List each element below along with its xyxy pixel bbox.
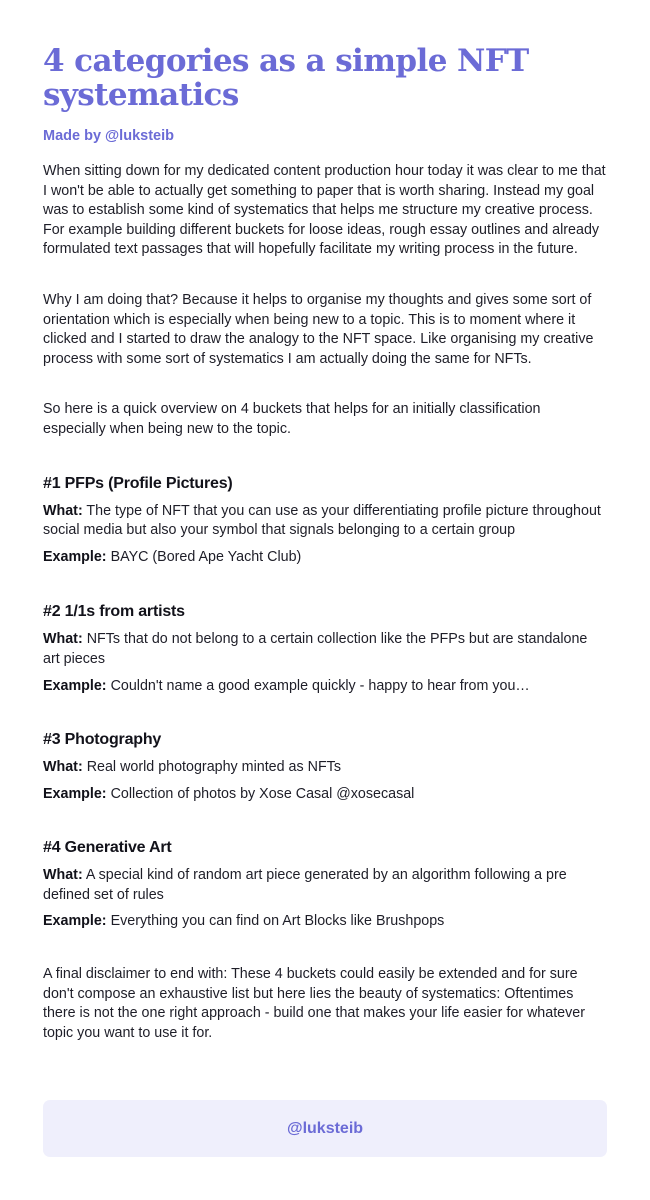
intro-paragraph-2: Why I am doing that? Because it helps to organise my thoughts and gives some sort of orientation which is especially when being new to a topic. This is to moment where it clicked and I started to draw the analogy to the NFT space. Like organising my creative process with some sort of systematics I am actually doing the same for NFTs. [43,291,594,367]
author-byline: Made by @luksteib [43,128,174,144]
category-section-2 [43,601,607,696]
closing-paragraph: A final disclaimer to end with: These 4 buckets could easily be extended and for sure don't compose an exhaustive list but here lies the beauty of systematics: Oftentimes there is not the one right approach - build one that makes your life easier for whatever topic you want to use it for. [43,966,585,1041]
category-example [43,785,607,805]
category-what-text: Real world photography minted as NFTs [86,759,341,776]
category-what-text: NFTs that do not belong to a certain collection like the PFPs but are standalone art pieces [43,631,588,667]
category-section-4 [43,837,607,932]
footer-handle[interactable]: @luksteib [286,1119,364,1137]
category-example-text: Couldn't name a good example quickly - happy to hear from you… [110,677,530,694]
what-label: What: [43,759,83,776]
example-label: Example: [43,913,107,930]
category-example-text: BAYC (Bored Ape Yacht Club) [110,548,302,565]
category-what [43,866,607,905]
what-label: What: [43,867,83,884]
example-label: Example: [43,785,107,802]
category-heading: #4 Generative Art [43,839,172,857]
what-label: What: [43,502,83,519]
category-what-text: The type of NFT that you can use as your differentiating profile picture throughout social media but also your symbol that signals belonging to a certain group [43,502,601,539]
category-heading: #2 1/1s from artists [43,603,185,621]
category-what-text: A special kind of random art piece generated by an algorithm following a pre defined set of rules [43,867,567,903]
category-example [43,548,607,568]
category-what [43,502,607,541]
category-example [43,912,607,932]
intro-paragraph-3: So here is a quick overview on 4 buckets that helps for an initially classification especially when being new to the topic. [43,401,541,437]
article-title: 4 categories as a simple NFT systematics [43,43,529,113]
category-example-text: Everything you can find on Art Blocks like Brushpops [110,913,445,930]
category-what [43,630,607,669]
category-heading: #1 PFPs (Profile Pictures) [43,474,233,492]
category-what [43,758,607,778]
category-section-1 [43,473,607,568]
intro-paragraph-1: When sitting down for my dedicated content production hour today it was clear to me that I won't be able to actually get something to paper that is worth sharing. Instead my goal was to establish some kind of systematics that helps me structure my creative process. For example building different buckets for loose ideas, rough essay outlines and already formulated text passages that will hopefully facilitate my writing process in the future. [43,163,606,258]
example-label: Example: [43,548,107,565]
footer-handle-box[interactable] [43,1100,607,1157]
category-section-3 [43,729,607,804]
category-example-text: Collection of photos by Xose Casal @xosecasal [110,785,415,802]
category-example [43,677,607,697]
example-label: Example: [43,677,107,694]
what-label: What: [43,631,83,648]
category-heading: #3 Photography [43,731,162,749]
